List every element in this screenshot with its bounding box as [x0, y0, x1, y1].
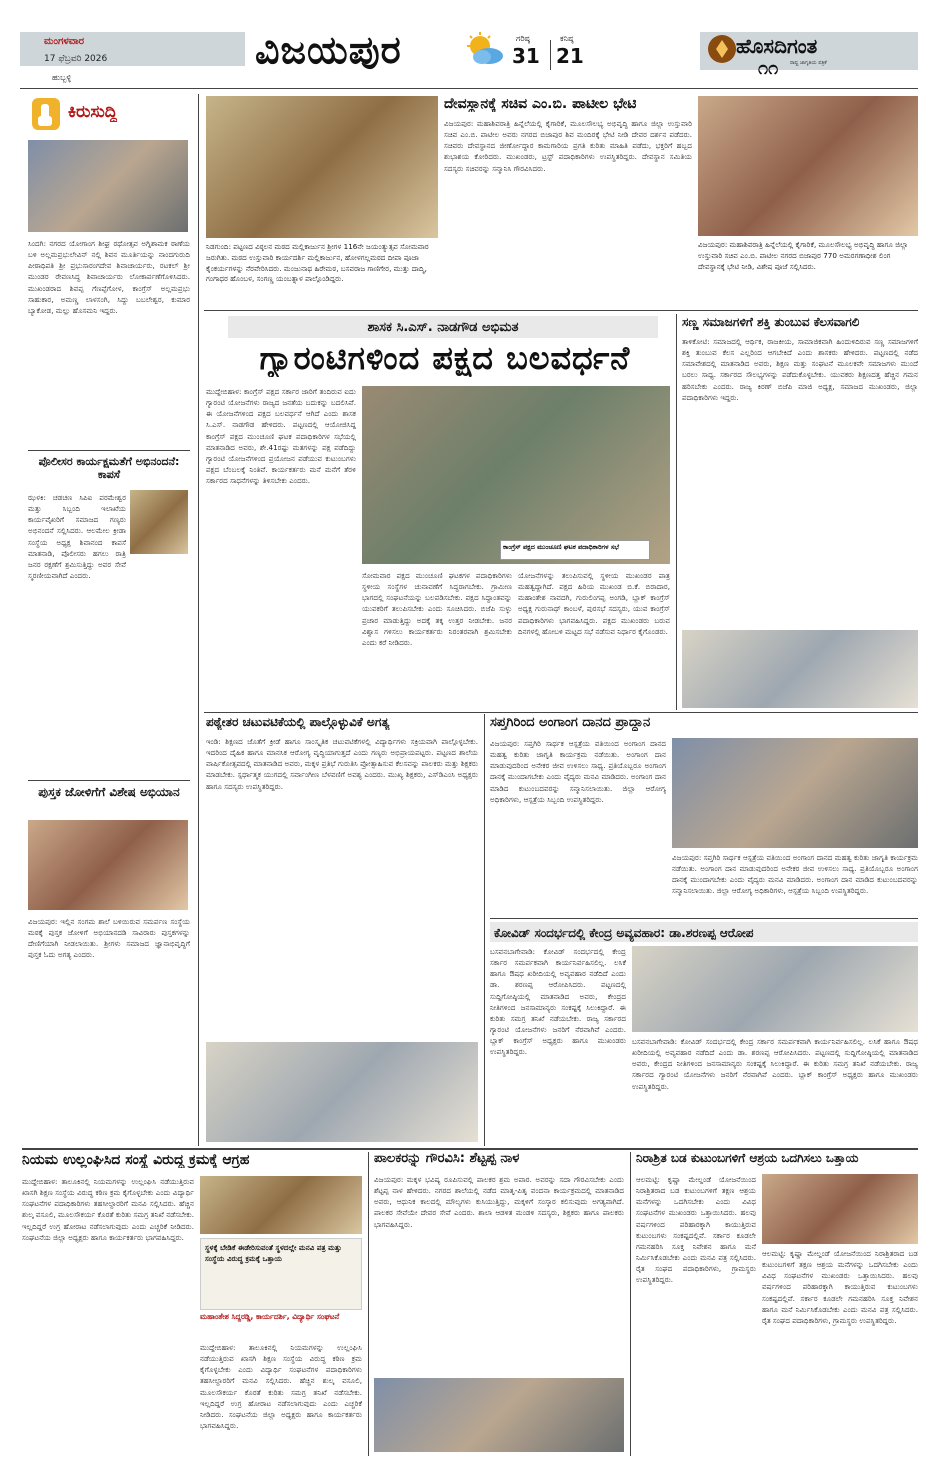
- column-rule: [630, 1152, 631, 1456]
- patil-photo-caption: ವಿಜಯಪುರ: ಮಹಾಶಿವರಾತ್ರಿ ಹಿನ್ನೆಲೆಯಲ್ಲಿ ಕೈಗಾರಿಕೆ, ಮೂಲಸೌಲಭ್ಯ ಅಭಿವೃದ್ಧಿ ಹಾಗೂ ಜಿಲ್ಲಾ ಉಸ್ತುವಾರಿ ಸಚಿವ ಎಂ.ಬಿ. ಪಾಟೀಲ ನಗರದ ಬಿಜಾಪುರ 770 ಅಮರಗಣಾಧೀಶ ಲಿಂಗ ದೇವಸ್ಥಾನಕ್ಕೆ ಭೇಟಿ ನೀಡಿ, ವಿಶೇಷ ಪೂಜೆ ಸಲ್ಲಿಸಿದರು.: [698, 240, 909, 271]
- hand-icon: [32, 98, 60, 130]
- lead-photo-caption-box: [500, 540, 650, 560]
- temple-photo: [206, 96, 438, 238]
- kirusuddi-story-3: ವಿಜಯಪುರ: ಇಲ್ಲಿನ ಸಂಗಮ ಶಾಲೆ ಬಳಿಯಿರುವ ಸಮರ್ಪಣ ಸಂಸ್ಥೆಯ ಮಠಕ್ಕೆ ಪುಸ್ತಕ ಜೋಳಿಗೆ ಅಭಿಯಾನದಡಿ ಸಾವಿರಾರು ಪುಸ್ತಕಗಳನ್ನು ದೇಣಿಗೆಯಾಗಿ ನೀಡಲಾಯಿತು. ಶ್ರೀಗಳು ಸಮಾಜದ ಜ್ಞಾನಾಭಿವೃದ್ಧಿಗೆ ಪುಸ್ತಕ ಓದು ಅಗತ್ಯ ಎಂದರು.: [28, 917, 190, 960]
- paper-name: ಹೊಸದಿಗಂತ: [736, 34, 818, 58]
- masthead-edition: ಹುಬ್ಬಳ್ಳಿ: [52, 73, 72, 82]
- rules-photo: [200, 1176, 362, 1234]
- temp-max: 31: [512, 44, 540, 68]
- kirusuddi-photo-1: [28, 140, 188, 232]
- communities-body: ತಾಳಿಕೋಟಿ: ಸಮಾಜದಲ್ಲಿ ಆರ್ಥಿಕ, ರಾಜಕೀಯ, ಸಾಮಾಜಿಕವಾಗಿ ಹಿಂದುಳಿದಿರುವ ಸಣ್ಣ ಸಮಾಜಗಳಿಗೆ ಶಕ್ತಿ ತುಂಬುವ ಕೆಲಸ ಎಲ್ಲರಿಂದ ಆಗಬೇಕಿದೆ ಎಂದು ಶಾಸಕರು ಹೇಳಿದರು. ಪಟ್ಟಣದಲ್ಲಿ ನಡೆದ ಸಮಾವೇಶದಲ್ಲಿ ಮಾತನಾಡಿದ ಅವರು, ಶಿಕ್ಷಣ ಮತ್ತು ಸಂಘಟನೆ ಮೂಲಕವೇ ಸಮಾಜಗಳು ಮುಂದೆ ಬರಲು ಸಾಧ್ಯ. ಸರ್ಕಾರದ ಸೌಲಭ್ಯಗಳನ್ನು ಪಡೆದುಕೊಳ್ಳಬೇಕು. ಯುವಕರು ಶಿಕ್ಷಣದತ್ತ ಹೆಚ್ಚಿನ ಗಮನ ಹರಿಸಬೇಕು ಎಂದರು. ರಾಜ್ಯ ಕಿರಣ್ ಬಿಜೆಪಿ ಮಾಜಿ ಅಧ್ಯಕ್ಷ, ಸಮಾಜದ ಮುಖಂಡರು, ಜಿಲ್ಲಾ ಪದಾಧಿಕಾರಿಗಳು ಇದ್ದರು.: [682, 337, 918, 402]
- column-rule: [368, 1152, 369, 1456]
- paper-tagline: ರಾಷ್ಟ್ರ ಜಾಗೃತಿಯ ಪತ್ರಿಕೆ: [790, 60, 827, 66]
- divider: [28, 780, 190, 781]
- divider: [204, 310, 918, 311]
- lead-body-col1: ಮುದ್ದೇಬಿಹಾಳ: ಕಾಂಗ್ರೆಸ್ ಪಕ್ಷದ ಸರ್ಕಾರ ಜಾರಿಗೆ ತಂದಿರುವ ಐದು ಗ್ಯಾರಂಟಿ ಯೋಜನೆಗಳು ರಾಜ್ಯದ ಜನತೆಯ ಬದುಕನ್ನು ಬದಲಿಸಿವೆ. ಈ ಯೋಜನೆಗಳಿಂದ ಪಕ್ಷದ ಬಲವರ್ಧನೆ ಆಗಿದೆ ಎಂದು ಶಾಸಕ ಸಿ.ಎಸ್. ನಾಡಗೌಡ ಹೇಳಿದರು. ಪಟ್ಟಣದಲ್ಲಿ ಆಯೋಜಿಸಿದ್ದ ಕಾಂಗ್ರೆಸ್ ಪಕ್ಷದ ಮುಂಚೂಣಿ ಘಟಕ ಪದಾಧಿಕಾರಿಗಳ ಸಭೆಯಲ್ಲಿ ಮಾತನಾಡಿದ ಅವರು, ಶೇ.41ರಷ್ಟು ಮತಗಳನ್ನು ಪಕ್ಷ ಪಡೆದಿದ್ದು ಗ್ಯಾರಂಟಿ ಯೋಜನೆಗಳಿಂದ ಪ್ರಯೋಜನ ಪಡೆಯುವ ಕುಟುಂಬಗಳು ಪಕ್ಷದ ಬೆಂಬಲಕ್ಕೆ ನಿಂತಿವೆ. ಕಾರ್ಯಕರ್ತರು ಮನೆ ಮನೆಗೆ ತೆರಳಿ ಸರ್ಕಾರದ ಸಾಧನೆಗಳನ್ನು ತಿಳಿಸಬೇಕು ಎಂದರು.: [206, 387, 356, 486]
- weather-icon: [463, 32, 507, 66]
- patil-body: ವಿಜಯಪುರ: ಮಹಾಶಿವರಾತ್ರಿ ಹಿನ್ನೆಲೆಯಲ್ಲಿ ಕೈಗಾರಿಕೆ, ಮೂಲಸೌಲಭ್ಯ ಅಭಿವೃದ್ಧಿ ಹಾಗೂ ಜಿಲ್ಲಾ ಉಸ್ತುವಾರಿ ಸಚಿವ ಎಂ.ಬಿ. ಪಾಟೀಲ ಅವರು ನಗರದ ಬಿಜಾಪುರ ಶಿವ ಮಂದಿರಕ್ಕೆ ಭೇಟಿ ನೀಡಿ ದೇವರ ದರ್ಶನ ಪಡೆದರು. ಸಚಿವರು ದೇವಸ್ಥಾನದ ಜೀರ್ಣೋದ್ಧಾರ ಕಾಮಗಾರಿಯ ಪ್ರಗತಿ ಕುರಿತು ಮಾಹಿತಿ ಪಡೆದು, ಭಕ್ತರಿಗೆ ಹಬ್ಬದ ಶುಭಾಶಯ ಕೋರಿದರು. ಮುಖಂಡರು, ಟ್ರಸ್ಟ್ ಪದಾಧಿಕಾರಿಗಳು ಉಪಸ್ಥಿತರಿದ್ದರು. ದೇವಸ್ಥಾನ ಸಮಿತಿಯ ಸದಸ್ಯರು ಸಚಿವರನ್ನು ಸನ್ಮಾನಿಸಿ ಗೌರವಿಸಿದರು.: [444, 119, 692, 173]
- rules-photo-note-box: [200, 1238, 362, 1310]
- sports-headline: ಪಠ್ಯೇತರ ಚಟುವಟಿಕೆಯಲ್ಲಿ ಪಾಲ್ಗೊಳ್ಳುವಿಕೆ ಅಗತ್ಯ: [206, 716, 390, 729]
- shelter-body: ಆಲಮಟ್ಟಿ: ಕೃಷ್ಣಾ ಮೇಲ್ದಂಡೆ ಯೋಜನೆಯಿಂದ ನಿರಾಶ್ರಿತರಾದ ಬಡ ಕುಟುಂಬಗಳಿಗೆ ತಕ್ಷಣ ಆಶ್ರಯ ಮನೆಗಳನ್ನು ಒದಗಿಸಬೇಕು ಎಂದು ವಿವಿಧ ಸಂಘಟನೆಗಳ ಮುಖಂಡರು ಒತ್ತಾಯಿಸಿದರು. ಹಲವು ವರ್ಷಗಳಿಂದ ಪರಿಹಾರಕ್ಕಾಗಿ ಕಾಯುತ್ತಿರುವ ಕುಟುಂಬಗಳು ಸಂಕಷ್ಟದಲ್ಲಿವೆ. ಸರ್ಕಾರ ಕೂಡಲೇ ಗಮನಹರಿಸಿ ಸೂಕ್ತ ನಿವೇಶನ ಹಾಗೂ ಮನೆ ನಿರ್ಮಿಸಿಕೊಡಬೇಕು ಎಂದು ಮನವಿ ಪತ್ರ ಸಲ್ಲಿಸಿದರು. ರೈತ ಸಂಘದ ಪದಾಧಿಕಾರಿಗಳು, ಗ್ರಾಮಸ್ಥರು ಉಪಸ್ಥಿತರಿದ್ದರು.: [636, 1175, 756, 1285]
- shelter-headline: ನಿರಾಶ್ರಿತ ಬಡ ಕುಟುಂಬಗಳಿಗೆ ಆಶ್ರಯ ಒದಗಿಸಲು ಒತ್ತಾಯ: [636, 1152, 859, 1165]
- covid-head-box: [490, 922, 918, 942]
- organ-headline: ಸಪ್ತಗಿರಿಂದ ಅಂಗಾಂಗ ದಾನದ ಪ್ರಾದ್ಧಾನ: [490, 716, 651, 730]
- kirusuddi-story-1: ಸಿಂದಗಿ: ನಗರದ ಯೋಗಾಂಗ ಶೀಘ್ರ ರಥೋತ್ಸವ ಅಗ್ನಿಶಾಮಕ ಠಾಣೆಯ ಬಳಿ ಅಲ್ಲಮಪ್ರಭುಲೇವಿನ್ ನಲ್ಲಿ ಶಿವನ ಮೂರ್ತಿಯನ್ನು ನಾಂದಗುರುದಿ ಪೀಠಾಧಿಪತಿ ಶ್ರೀ ಪ್ರಭುಸಾರಂಗದೇವ ಶಿವಾಚಾರ್ಯರು, ರಟಕಲ್ ಶ್ರೀ ಮುಂಡರ ರೇವಣಸಿದ್ಧ ಶಿವಾಚಾರ್ಯರು ಲೋಕಾರ್ಪಣೆಗೊಳಿಸಿದರು. ಮುಖಂಡರಾದ ಶಿವಪ್ಪ ಗೆಣಪ್ಪೆಗೋಳ, ಕಾಂಗ್ರೆಸ್ ಅಲ್ಲಮಪ್ರಭು ಸಾಹುಕಾರ, ಅಮಣ್ಣ ಲಾಳಸಂಗಿ, ಸಿದ್ದು ಬಬಲೇಶ್ವರ, ಕುಮಾರ ಬ್ಯಾಕೋಡ, ಮಲ್ಲು ಹೊಸಮನಿ ಇದ್ದರು.: [28, 239, 190, 315]
- lead-body-col2: ಸೋಮವಾರ ಪಕ್ಷದ ಮುಂಚೂಣಿ ಘಟಕಗಳ ಪದಾಧಿಕಾರಿಗಳು ಸ್ಥಳೀಯ ಸಂಸ್ಥೆಗಳ ಚುನಾವಣೆಗೆ ಸಿದ್ಧರಾಗಬೇಕು. ಗ್ರಾಮೀಣ ಭಾಗದಲ್ಲಿ ಸಂಘಟನೆಯನ್ನು ಬಲಪಡಿಸಬೇಕು. ಪಕ್ಷದ ಸಿದ್ಧಾಂತವನ್ನು ಯುವಕರಿಗೆ ತಲುಪಿಸಬೇಕು ಎಂದು ಸೂಚಿಸಿದರು. ಬಿಜೆಪಿ ಸುಳ್ಳು ಪ್ರಚಾರ ಮಾಡುತ್ತಿದ್ದು ಅದಕ್ಕೆ ತಕ್ಕ ಉತ್ತರ ನೀಡಬೇಕು. ಜನರ ವಿಶ್ವಾಸ ಗಳಿಸಲು ಕಾರ್ಯಕರ್ತರು ನಿರಂತರವಾಗಿ ಶ್ರಮಿಸಬೇಕು ಎಂದು ಕರೆ ನೀಡಿದರು.: [362, 571, 512, 647]
- paper-logo-icon: [708, 35, 736, 63]
- page-number: ೧೧: [758, 58, 779, 79]
- organ-body-cont: ವಿಜಯಪುರ: ಸಪ್ತಗಿರಿ ಸಾರ್ಥಕ ಆಸ್ಪತ್ರೆಯ ವತಿಯಿಂದ ಅಂಗಾಂಗ ದಾನದ ಮಹತ್ವ ಕುರಿತು ಜಾಗೃತಿ ಕಾರ್ಯಕ್ರಮ ನಡೆಯಿತು. ಅಂಗಾಂಗ ದಾನ ಮಾಡುವುದರಿಂದ ಅನೇಕರ ಜೀವ ಉಳಿಸಲು ಸಾಧ್ಯ. ಪ್ರತಿಯೊಬ್ಬರೂ ಅಂಗಾಂಗ ದಾನಕ್ಕೆ ಮುಂದಾಗಬೇಕು ಎಂದು ವೈದ್ಯರು ಮನವಿ ಮಾಡಿದರು. ಅಂಗಾಂಗ ದಾನ ಮಾಡಿದ ಕುಟುಂಬದವರನ್ನು ಸನ್ಮಾನಿಸಲಾಯಿತು. ಜಿಲ್ಲಾ ಆರೋಗ್ಯ ಅಧಿಕಾರಿಗಳು, ಆಸ್ಪತ್ರೆಯ ಸಿಬ್ಬಂದಿ ಉಪಸ್ಥಿತರಿದ್ದರು.: [672, 853, 918, 896]
- organ-photo: [672, 738, 918, 848]
- kirusuddi-story-2: ಝಳಕಿ: ಚಡಚಣ ಸಿಪಿಐ ಪರಮೇಶ್ವರ ಮತ್ತು ಸಿಬ್ಬಂದಿ ಇಲಾಖೆಯ ಕಾರ್ಯವೈಖರಿಗೆ ಸಮಾಜದ ಗಣ್ಯರು ಅಭಿನಂದನೆ ಸಲ್ಲಿಸಿದರು. ಆಲಮೇಲ ಕ್ರೀಡಾ ಸಂಸ್ಥೆಯ ಅಧ್ಯಕ್ಷ ಶಿವಾನಂದ ಕಾಪಸೆ ಮಾತನಾಡಿ, ಪೊಲೀಸರು ಹಗಲು ರಾತ್ರಿ ಜನರ ರಕ್ಷಣೆಗೆ ಶ್ರಮಿಸುತ್ತಿದ್ದು ಅವರ ಸೇವೆ ಸ್ಮರಣೀಯವಾಗಿದೆ ಎಂದರು.: [28, 493, 126, 581]
- masthead-rule: [20, 88, 918, 89]
- shelter-photo: [762, 1174, 918, 1244]
- kirusuddi-story-2-head: ಪೊಲೀಸರ ಕಾರ್ಯಕ್ಷಮತೆಗೆ ಅಭಿನಂದನೆ: ಕಾಪಸೆ: [38, 456, 180, 481]
- column-rule: [676, 314, 677, 710]
- divider: [204, 712, 918, 713]
- communities-photo: [682, 630, 918, 708]
- kirusuddi-title: ಕಿರುಸುದ್ದಿ: [68, 102, 118, 122]
- lead-headline: ಗ್ಯಾರಂಟಿಗಳಿಂದ ಪಕ್ಷದ ಬಲವರ್ಧನೆ: [259, 340, 631, 377]
- temp-min: 21: [556, 44, 584, 68]
- column-rule: [484, 714, 485, 1146]
- organ-body: ವಿಜಯಪುರ: ಸಪ್ತಗಿರಿ ಸಾರ್ಥಕ ಆಸ್ಪತ್ರೆಯ ವತಿಯಿಂದ ಅಂಗಾಂಗ ದಾನದ ಮಹತ್ವ ಕುರಿತು ಜಾಗೃತಿ ಕಾರ್ಯಕ್ರಮ ನಡೆಯಿತು. ಅಂಗಾಂಗ ದಾನ ಮಾಡುವುದರಿಂದ ಅನೇಕರ ಜೀವ ಉಳಿಸಲು ಸಾಧ್ಯ. ಪ್ರತಿಯೊಬ್ಬರೂ ಅಂಗಾಂಗ ದಾನಕ್ಕೆ ಮುಂದಾಗಬೇಕು ಎಂದು ವೈದ್ಯರು ಮನವಿ ಮಾಡಿದರು. ಅಂಗಾಂಗ ದಾನ ಮಾಡಿದ ಕುಟುಂಬದವರನ್ನು ಸನ್ಮಾನಿಸಲಾಯಿತು. ಜಿಲ್ಲಾ ಆರೋಗ್ಯ ಅಧಿಕಾರಿಗಳು, ಆಸ್ಪತ್ರೆಯ ಸಿಬ್ಬಂದಿ ಉಪಸ್ಥಿತರಿದ್ದರು.: [490, 739, 666, 804]
- kirusuddi-photo-3: [28, 820, 188, 910]
- covid-body: ಬಸವನಬಾಗೇವಾಡಿ: ಕೋವಿಡ್ ಸಂದರ್ಭದಲ್ಲಿ ಕೇಂದ್ರ ಸರ್ಕಾರ ಸಮರ್ಪಕವಾಗಿ ಕಾರ್ಯನಿರ್ವಹಿಸಲಿಲ್ಲ. ಲಸಿಕೆ ಹಾಗೂ ಔಷಧ ಖರೀದಿಯಲ್ಲಿ ಅವ್ಯವಹಾರ ನಡೆದಿದೆ ಎಂದು ಡಾ. ಶರಣಪ್ಪ ಆರೋಪಿಸಿದರು. ಪಟ್ಟಣದಲ್ಲಿ ಸುದ್ದಿಗೋಷ್ಠಿಯಲ್ಲಿ ಮಾತನಾಡಿದ ಅವರು, ಕೇಂದ್ರದ ನೀತಿಗಳಿಂದ ಜನಸಾಮಾನ್ಯರು ಸಂಕಷ್ಟಕ್ಕೆ ಸಿಲುಕಿದ್ದಾರೆ. ಈ ಕುರಿತು ಸಮಗ್ರ ತನಿಖೆ ನಡೆಯಬೇಕು. ರಾಜ್ಯ ಸರ್ಕಾರದ ಗ್ಯಾರಂಟಿ ಯೋಜನೆಗಳು ಜನರಿಗೆ ನೆರವಾಗಿವೆ ಎಂದರು. ಬ್ಲಾಕ್ ಕಾಂಗ್ರೆಸ್ ಅಧ್ಯಕ್ಷರು ಹಾಗೂ ಮುಖಂಡರು ಉಪಸ್ಥಿತರಿದ್ದರು.: [490, 947, 626, 1057]
- rules-body-cont: ಮುದ್ದೇಬಿಹಾಳ: ತಾಲೂಕಿನಲ್ಲಿ ನಿಯಮಗಳನ್ನು ಉಲ್ಲಂಘಿಸಿ ನಡೆಯುತ್ತಿರುವ ಖಾಸಗಿ ಶಿಕ್ಷಣ ಸಂಸ್ಥೆಯ ವಿರುದ್ಧ ಕಠಿಣ ಕ್ರಮ ಕೈಗೊಳ್ಳಬೇಕು ಎಂದು ವಿದ್ಯಾರ್ಥಿ ಸಂಘಟನೆಗಳ ಪದಾಧಿಕಾರಿಗಳು ತಹಸೀಲ್ದಾರರಿಗೆ ಮನವಿ ಸಲ್ಲಿಸಿದರು. ಹೆಚ್ಚಿನ ಶುಲ್ಕ ವಸೂಲಿ, ಮೂಲಸೌಕರ್ಯ ಕೊರತೆ ಕುರಿತು ಸಮಗ್ರ ತನಿಖೆ ನಡೆಸಬೇಕು. ಇಲ್ಲದಿದ್ದರೆ ಉಗ್ರ ಹೋರಾಟ ನಡೆಸಲಾಗುವುದು ಎಂದು ಎಚ್ಚರಿಕೆ ನೀಡಿದರು. ಸಂಘಟನೆಯ ಜಿಲ್ಲಾ ಅಧ್ಯಕ್ಷರು ಹಾಗೂ ಕಾರ್ಯಕರ್ತರು ಭಾಗವಹಿಸಿದ್ದರು.: [200, 1343, 362, 1431]
- covid-body-cont: ಬಸವನಬಾಗೇವಾಡಿ: ಕೋವಿಡ್ ಸಂದರ್ಭದಲ್ಲಿ ಕೇಂದ್ರ ಸರ್ಕಾರ ಸಮರ್ಪಕವಾಗಿ ಕಾರ್ಯನಿರ್ವಹಿಸಲಿಲ್ಲ. ಲಸಿಕೆ ಹಾಗೂ ಔಷಧ ಖರೀದಿಯಲ್ಲಿ ಅವ್ಯವಹಾರ ನಡೆದಿದೆ ಎಂದು ಡಾ. ಶರಣಪ್ಪ ಆರೋಪಿಸಿದರು. ಪಟ್ಟಣದಲ್ಲಿ ಸುದ್ದಿಗೋಷ್ಠಿಯಲ್ಲಿ ಮಾತನಾಡಿದ ಅವರು, ಕೇಂದ್ರದ ನೀತಿಗಳಿಂದ ಜನಸಾಮಾನ್ಯರು ಸಂಕಷ್ಟಕ್ಕೆ ಸಿಲುಕಿದ್ದಾರೆ. ಈ ಕುರಿತು ಸಮಗ್ರ ತನಿಖೆ ನಡೆಯಬೇಕು. ರಾಜ್ಯ ಸರ್ಕಾರದ ಗ್ಯಾರಂಟಿ ಯೋಜನೆಗಳು ಜನರಿಗೆ ನೆರವಾಗಿವೆ ಎಂದರು. ಬ್ಲಾಕ್ ಕಾಂಗ್ರೆಸ್ ಅಧ್ಯಕ್ಷರು ಹಾಗೂ ಮುಖಂಡರು ಉಪಸ್ಥಿತರಿದ್ದರು.: [632, 1037, 918, 1091]
- shelter-body-cont: ಆಲಮಟ್ಟಿ: ಕೃಷ್ಣಾ ಮೇಲ್ದಂಡೆ ಯೋಜನೆಯಿಂದ ನಿರಾಶ್ರಿತರಾದ ಬಡ ಕುಟುಂಬಗಳಿಗೆ ತಕ್ಷಣ ಆಶ್ರಯ ಮನೆಗಳನ್ನು ಒದಗಿಸಬೇಕು ಎಂದು ವಿವಿಧ ಸಂಘಟನೆಗಳ ಮುಖಂಡರು ಒತ್ತಾಯಿಸಿದರು. ಹಲವು ವರ್ಷಗಳಿಂದ ಪರಿಹಾರಕ್ಕಾಗಿ ಕಾಯುತ್ತಿರುವ ಕುಟುಂಬಗಳು ಸಂಕಷ್ಟದಲ್ಲಿವೆ. ಸರ್ಕಾರ ಕೂಡಲೇ ಗಮನಹರಿಸಿ ಸೂಕ್ತ ನಿವೇಶನ ಹಾಗೂ ಮನೆ ನಿರ್ಮಿಸಿಕೊಡಬೇಕು ಎಂದು ಮನವಿ ಪತ್ರ ಸಲ್ಲಿಸಿದರು. ರೈತ ಸಂಘದ ಪದಾಧಿಕಾರಿಗಳು, ಗ್ರಾಮಸ್ಥರು ಉಪಸ್ಥಿತರಿದ್ದರು.: [762, 1249, 918, 1325]
- lead-kicker: [228, 316, 658, 338]
- covid-photo: [632, 946, 918, 1032]
- sports-photo: [206, 1042, 478, 1142]
- parents-photo: [374, 1378, 624, 1452]
- rules-photo-note: ಸ್ಥಳಕ್ಕೆ ಬೇಡಿಕೆ ಈಡೇರಿಸುವಂತೆ ಸ್ಥಳದಲ್ಲೇ ಮನವಿ ಪತ್ರ ಮತ್ತು ಸಂಸ್ಥೆಯ ವಿರುದ್ಧ ಕ್ರಮಕ್ಕೆ ಒತ್ತಾಯ: [205, 1243, 342, 1263]
- covid-headline: ಕೋವಿಡ್ ಸಂದರ್ಭದಲ್ಲಿ ಕೇಂದ್ರ ಅವ್ಯವಹಾರ: ಡಾ.ಶರಣಪ್ಪ ಆರೋಪ: [494, 926, 754, 940]
- parents-headline: ಪಾಲಕರನ್ನು ಗೌರವಿಸಿ: ಶೆಟ್ಟಪ್ಪ ನಾಳ: [374, 1152, 520, 1166]
- masthead-day: ಮಂಗಳವಾರ: [44, 36, 85, 47]
- patil-headline: ದೇವಸ್ಥಾನಕ್ಕೆ ಸಚಿವ ಎಂ.ಬಿ. ಪಾಟೀಲ ಭೇಟಿ: [444, 96, 637, 112]
- communities-headline: ಸಣ್ಣ ಸಮಾಜಗಳಿಗೆ ಶಕ್ತಿ ತುಂಬುವ ಕೆಲಸವಾಗಲಿ: [682, 316, 860, 329]
- masthead: [0, 0, 945, 92]
- parents-body: ವಿಜಯಪುರ: ಮಕ್ಕಳ ಭವಿಷ್ಯ ರೂಪಿಸುವಲ್ಲಿ ಪಾಲಕರ ಶ್ರಮ ಅಪಾರ. ಅವರನ್ನು ಸದಾ ಗೌರವಿಸಬೇಕು ಎಂದು ಶೆಟ್ಟಪ್ಪ ನಾಳ ಹೇಳಿದರು. ನಗರದ ಶಾಲೆಯಲ್ಲಿ ನಡೆದ ಮಾತೃ-ಪಿತೃ ವಂದನಾ ಕಾರ್ಯಕ್ರಮದಲ್ಲಿ ಮಾತನಾಡಿದ ಅವರು, ಆಧುನಿಕ ಕಾಲದಲ್ಲಿ ಮೌಲ್ಯಗಳು ಕುಸಿಯುತ್ತಿದ್ದು, ಮಕ್ಕಳಿಗೆ ಸಂಸ್ಕಾರ ಕಲಿಸುವುದು ಅಗತ್ಯವಾಗಿದೆ. ಪಾಲಕರ ಸೇವೆಯೇ ದೇವರ ಸೇವೆ ಎಂದರು. ಶಾಲಾ ಆಡಳಿತ ಮಂಡಳಿ ಸದಸ್ಯರು, ಶಿಕ್ಷಕರು ಹಾಗೂ ಪಾಲಕರು ಭಾಗವಹಿಸಿದ್ದರು.: [374, 1175, 624, 1229]
- kirusuddi-column: [22, 94, 194, 1154]
- lead-photo-caption: ಕಾಂಗ್ರೆಸ್ ಪಕ್ಷದ ಮುಂಚೂಣಿ ಘಟಕ ಪದಾಧಿಕಾರಿಗಳ ಸಭೆ: [503, 543, 619, 551]
- rules-body: ಮುದ್ದೇಬಿಹಾಳ: ತಾಲೂಕಿನಲ್ಲಿ ನಿಯಮಗಳನ್ನು ಉಲ್ಲಂಘಿಸಿ ನಡೆಯುತ್ತಿರುವ ಖಾಸಗಿ ಶಿಕ್ಷಣ ಸಂಸ್ಥೆಯ ವಿರುದ್ಧ ಕಠಿಣ ಕ್ರಮ ಕೈಗೊಳ್ಳಬೇಕು ಎಂದು ವಿದ್ಯಾರ್ಥಿ ಸಂಘಟನೆಗಳ ಪದಾಧಿಕಾರಿಗಳು ತಹಸೀಲ್ದಾರರಿಗೆ ಮನವಿ ಸಲ್ಲಿಸಿದರು. ಹೆಚ್ಚಿನ ಶುಲ್ಕ ವಸೂಲಿ, ಮೂಲಸೌಕರ್ಯ ಕೊರತೆ ಕುರಿತು ಸಮಗ್ರ ತನಿಖೆ ನಡೆಸಬೇಕು. ಇಲ್ಲದಿದ್ದರೆ ಉಗ್ರ ಹೋರಾಟ ನಡೆಸಲಾಗುವುದು ಎಂದು ಎಚ್ಚರಿಕೆ ನೀಡಿದರು. ಸಂಘಟನೆಯ ಜಿಲ್ಲಾ ಅಧ್ಯಕ್ಷರು ಹಾಗೂ ಕಾರ್ಯಕರ್ತರು ಭಾಗವಹಿಸಿದ್ದರು.: [22, 1177, 194, 1242]
- rules-headline: ನಿಯಮ ಉಲ್ಲಂಘಿಸಿದ ಸಂಸ್ಥೆ ವಿರುದ್ಧ ಕ್ರಮಕ್ಕೆ ಆಗ್ರಹ: [22, 1152, 250, 1168]
- section-title: ವಿಜಯಪುರ: [255, 28, 402, 72]
- masthead-date: 17 ಫೆಬ್ರವರಿ 2026: [44, 54, 108, 64]
- kirusuddi-story-3-head: ಪುಸ್ತಕ ಜೋಳಿಗೆಗೆ ವಿಶೇಷ ಅಭಿಯಾನ: [38, 786, 180, 799]
- temp-max-label: ಗರಿಷ್ಠ: [516, 34, 530, 43]
- rules-photo-credit: ಮಹಾಂತೇಶ ಸಿದ್ದರಡ್ಡಿ, ಕಾರ್ಯದರ್ಶಿ, ವಿದ್ಯಾರ್ಥಿ ಸಂಘಟನೆ: [200, 1312, 340, 1321]
- divider: [490, 918, 918, 919]
- temp-min-label: ಕನಿಷ್ಠ: [560, 34, 574, 43]
- temple-caption: ನಿಡಗುಂದಿ: ಪಟ್ಟಣದ ವಿಠ್ಠಲನ ಮಠದ ಮಲ್ಲಿಕಾರ್ಜುನ ಶ್ರೀಗಳ 116ನೇ ಜಯಂತ್ಯುತ್ಸವ ಸೋಮವಾರ ಜರುಗಿತು. ಮಠದ ಉಸ್ತುವಾರಿ ಕಾರ್ಯದರ್ಶಿ ಮಲ್ಲಿಕಾರ್ಜುನ, ಹೋಳಗಲ್ಲಮಠದ ದೀಪಾ ಪೂಜಾ ಕೈಂಕರ್ಯಗಳನ್ನು ನೆರವೇರಿಸಿದರು. ಮಂಜುನಾಥ ಹಿರೇಮಠ, ಬಸವರಾಜ ಗಾಣಿಗೇರ, ಮುತ್ತು ದಾದ್ಮಿ, ಗಂಗಾಧರ ಹೊಂಬಳ, ಸಂಗಣ್ಣ ಯಂಬತ್ನಾಳ ಪಾಲ್ಗೊಂಡಿದ್ದರು.: [206, 242, 429, 284]
- divider: [28, 450, 190, 451]
- temp-divider: [550, 40, 551, 70]
- column-rule: [198, 94, 199, 1146]
- lead-body-col3: ಯೋಜನೆಗಳನ್ನು ತಲುಪಿಸುವಲ್ಲಿ ಸ್ಥಳೀಯ ಮುಖಂಡರ ಪಾತ್ರ ಮಹತ್ವದ್ದಾಗಿದೆ. ಪಕ್ಷದ ಹಿರಿಯ ಮುಖಂಡ ಬಿ.ಕೆ. ಬಿರಾದಾರ, ಮಹಾಂತೇಶ ನಾವದಗಿ, ಗುರುಲಿಂಗಪ್ಪ ಅಂಗಡಿ, ಬ್ಲಾಕ್ ಕಾಂಗ್ರೆಸ್ ಅಧ್ಯಕ್ಷ ಗುರುನಾಥ್ ಕಾಂಬಳೆ, ಪುರಸಭೆ ಸದಸ್ಯರು, ಯುವ ಕಾಂಗ್ರೆಸ್ ಪದಾಧಿಕಾರಿಗಳು ಭಾಗವಹಿಸಿದ್ದರು. ಪಕ್ಷದ ಮುಖಂಡರು ಬರುವ ದಿನಗಳಲ್ಲಿ ಹೋಬಳಿ ಮಟ್ಟದ ಸಭೆ ನಡೆಸುವ ನಿರ್ಧಾರ ಕೈಗೊಂಡರು.: [518, 571, 670, 636]
- kirusuddi-photo-2: [130, 490, 188, 554]
- lead-photo: [362, 386, 670, 564]
- divider: [22, 1148, 918, 1150]
- kirusuddi-header: [22, 94, 194, 134]
- patil-photo: [698, 96, 918, 236]
- sports-body: ಇಂಡಿ: ಶಿಕ್ಷಣದ ಜೊತೆಗೆ ಕ್ರೀಡೆ ಹಾಗೂ ಸಾಂಸ್ಕೃತಿಕ ಚಟುವಟಿಕೆಗಳಲ್ಲಿ ವಿದ್ಯಾರ್ಥಿಗಳು ಸಕ್ರಿಯವಾಗಿ ಪಾಲ್ಗೊಳ್ಳಬೇಕು. ಇದರಿಂದ ದೈಹಿಕ ಹಾಗೂ ಮಾನಸಿಕ ಆರೋಗ್ಯ ವೃದ್ಧಿಯಾಗುತ್ತದೆ ಎಂದು ಗಣ್ಯರು ಅಭಿಪ್ರಾಯಪಟ್ಟರು. ಪಟ್ಟಣದ ಶಾಲೆಯ ವಾರ್ಷಿಕೋತ್ಸವದಲ್ಲಿ ಮಾತನಾಡಿದ ಅವರು, ಮಕ್ಕಳ ಪ್ರತಿಭೆ ಗುರುತಿಸಿ ಪ್ರೋತ್ಸಾಹಿಸುವ ಕೆಲಸವನ್ನು ಪಾಲಕರು ಮತ್ತು ಶಿಕ್ಷಕರು ಮಾಡಬೇಕು. ಸ್ಪರ್ಧಾತ್ಮಕ ಯುಗದಲ್ಲಿ ಸರ್ವಾಂಗೀಣ ಬೆಳವಣಿಗೆ ಅವಶ್ಯ ಎಂದರು. ಮುಖ್ಯ ಶಿಕ್ಷಕರು, ಎಸ್‌ಡಿಎಂಸಿ ಅಧ್ಯಕ್ಷರು ಹಾಗೂ ಸದಸ್ಯರು ಉಪಸ್ಥಿತರಿದ್ದರು.: [206, 737, 478, 791]
- lead-kicker-text: ಶಾಸಕ ಸಿ.ಎಸ್. ನಾಡಗೌಡ ಅಭಿಮತ: [367, 320, 519, 335]
